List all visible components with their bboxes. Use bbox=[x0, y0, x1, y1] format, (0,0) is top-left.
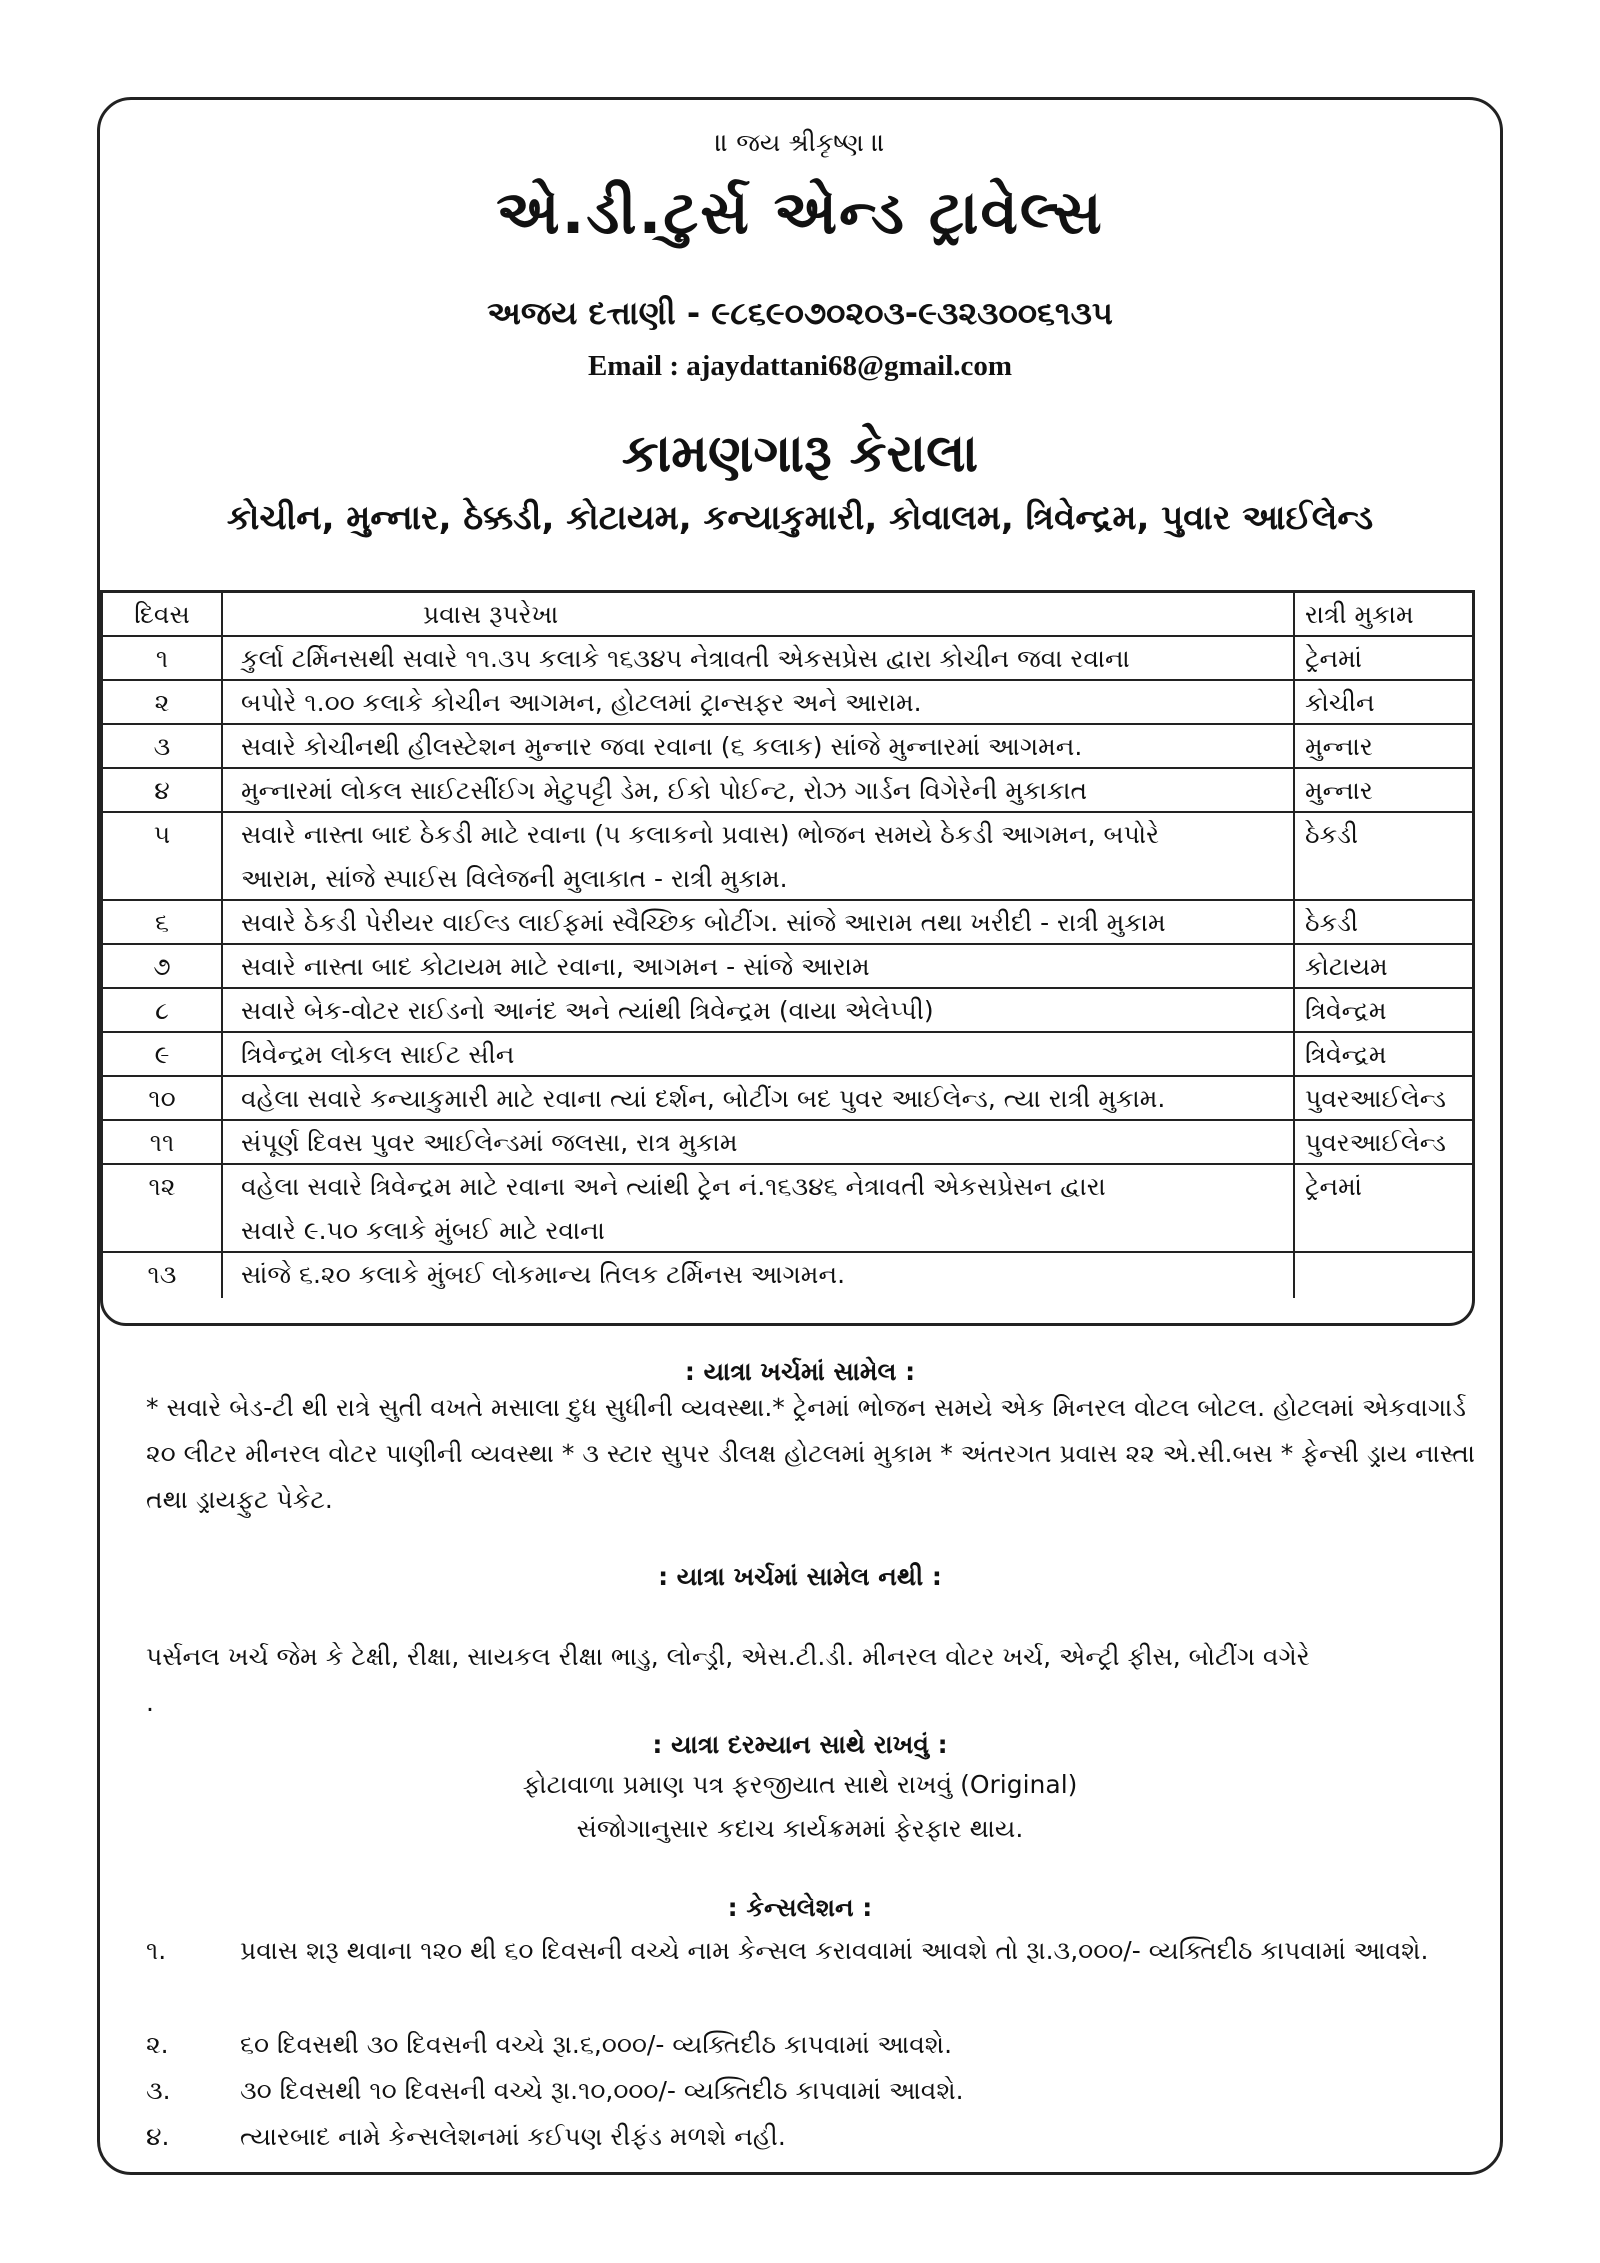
day-number: ૬ bbox=[103, 901, 223, 943]
day-number: ૯ bbox=[103, 1033, 223, 1075]
table-row bbox=[103, 989, 1472, 1033]
day-number: ૧૩ bbox=[103, 1253, 223, 1298]
night-stay: ઠેકડી bbox=[1305, 908, 1359, 937]
day-number: ૮ bbox=[103, 989, 223, 1031]
day-plan-line: સવારે ૯.૫૦ કલાકે મુંબઈ માટે રવાના bbox=[241, 1216, 605, 1245]
table-row bbox=[103, 813, 1472, 901]
excluded-heading: : યાત્રા ખર્ચમાં સામેલ નથી : bbox=[658, 1562, 942, 1591]
header-plan: પ્રવાસ રૂપરેખા bbox=[223, 593, 1295, 635]
tour-places: કોચીન, મુન્નાર, ઠેક્કડી, કોટાયમ, કન્યાકુમારી, કોવાલમ, ત્રિવેન્દ્રમ, પુવાર આઈલેન્ડ bbox=[226, 498, 1374, 538]
day-number: ૧૦ bbox=[103, 1077, 223, 1119]
table-row bbox=[103, 1121, 1472, 1165]
day-number: ૧ bbox=[103, 637, 223, 679]
day-plan bbox=[223, 725, 1295, 767]
day-plan bbox=[223, 1121, 1295, 1163]
day-plan bbox=[223, 1253, 1295, 1298]
table-row bbox=[103, 1165, 1472, 1253]
night-stay: પુવરઆઈલેન્ડ bbox=[1305, 1084, 1446, 1113]
day-number: ૧૨ bbox=[103, 1165, 223, 1251]
day-plan bbox=[223, 1165, 1295, 1251]
night-stay: ત્રિવેન્દ્રમ bbox=[1305, 1040, 1387, 1069]
day-plan-line: સંપૂર્ણ દિવસ પુવર આઈલેન્ડમાં જલસા, રાત્ર મુકામ bbox=[241, 1128, 738, 1157]
table-row bbox=[103, 769, 1472, 813]
night-stay: કોચીન bbox=[1305, 688, 1375, 717]
night-stay: ત્રિવેન્દ્રમ bbox=[1305, 996, 1387, 1025]
table-header-row bbox=[103, 593, 1472, 637]
cancellation-text: ત્યારબાદ નામે કેન્સલેશનમાં કઈપણ રીફંડ મળશે નહી. bbox=[240, 2122, 786, 2151]
day-plan-line: સવારે ઠેકડી પેરીયર વાઈલ્ડ લાઈફમાં સ્વૈચ્છિક બોટીંગ. સાંજે આરામ તથા ખરીદી - રાત્રી મુકામ bbox=[241, 908, 1166, 937]
day-number: ૨ bbox=[103, 681, 223, 723]
day-plan bbox=[223, 681, 1295, 723]
cancellation-text: ૬૦ દિવસથી ૩૦ દિવસની વચ્ચે રૂા.૬,૦૦૦/- વ્યક્તિદીઠ કાપવામાં આવશે. bbox=[240, 2030, 953, 2059]
table-row bbox=[103, 1077, 1472, 1121]
blessing-text: ॥ જય શ્રીકૃષ્ણ ॥ bbox=[715, 128, 885, 157]
day-plan-line: સવારે કોચીનથી હીલસ્ટેશન મુન્નાર જવા રવાના (૬ કલાક) સાંજે મુન્નારમાં આગમન. bbox=[241, 732, 1083, 761]
day-number: ૩ bbox=[103, 725, 223, 767]
excluded-trailing: . bbox=[146, 1688, 154, 1717]
day-plan bbox=[223, 637, 1295, 679]
cancellation-text: પ્રવાસ શરૂ થવાના ૧૨૦ થી ૬૦ દિવસની વચ્ચે નામ કેન્સલ કરાવવામાં આવશે તો રૂા.૩,૦૦૦/- વ્યક્તિદીઠ કાપવામાં આવશે. bbox=[240, 1936, 1429, 1965]
cancellation-number: ૨. bbox=[146, 2030, 169, 2059]
contact-phone: અજય દત્તાણી - ૯૮૬૯૦૭૦૨૦૩-૯૩૨૩૦૦૬૧૩૫ bbox=[487, 294, 1113, 332]
cancellation-text: ૩૦ દિવસથી ૧૦ દિવસની વચ્ચે રૂા.૧૦,૦૦૦/- વ્યક્તિદીઠ કાપવામાં આવશે. bbox=[240, 2076, 964, 2105]
tour-title: કામણગારૂ કેરાલા bbox=[621, 424, 979, 484]
table-row bbox=[103, 945, 1472, 989]
day-plan-line: બપોરે ૧.૦૦ કલાકે કોચીન આગમન, હોટલમાં ટ્રાન્સફર અને આરામ. bbox=[241, 688, 922, 717]
day-plan-line: આરામ, સાંજે સ્પાઈસ વિલેજની મુલાકાત - રાત્રી મુકામ. bbox=[241, 864, 788, 893]
day-plan-line: સવારે નાસ્તા બાદ કોટાયમ માટે રવાના, આગમન - સાંજે આરામ bbox=[241, 952, 870, 981]
day-plan bbox=[223, 769, 1295, 811]
excluded-text: પર્સનલ ખર્ચ જેમ કે ટેક્ષી, રીક્ષા, સાયકલ રીક્ષા ભાડુ, લોન્ડ્રી, એસ.ટી.ડી. મીનરલ વોટર ખર્ચ, એન્ટ્રી ફીસ, બોટીંગ વગેરે bbox=[146, 1642, 1310, 1671]
day-number: ૫ bbox=[103, 813, 223, 899]
table-row bbox=[103, 1253, 1472, 1298]
table-row bbox=[103, 901, 1472, 945]
night-stay: કોટાયમ bbox=[1305, 952, 1388, 981]
day-plan bbox=[223, 989, 1295, 1031]
night-stay: ટ્રેનમાં bbox=[1305, 644, 1362, 673]
day-plan bbox=[223, 945, 1295, 987]
table-row bbox=[103, 1033, 1472, 1077]
table-row bbox=[103, 681, 1472, 725]
company-name: એ.ડી.ટુર્સ એન્ડ ટ્રાવેલ્સ bbox=[496, 178, 1104, 248]
night-stay: ઠેકડી bbox=[1305, 820, 1359, 849]
day-plan-line: સવારે બેક-વોટર રાઈડનો આનંદ અને ત્યાંથી ત્રિવેન્દ્રમ (વાયા એલેપ્પી) bbox=[241, 996, 934, 1025]
day-plan-line: મુન્નારમાં લોકલ સાઈટસીંઈગ મેટુપટ્ટી ડેમ, ઈકો પોઈન્ટ, રોઝ ગાર્ડન વિગેરેની મુકાકાત bbox=[241, 776, 1088, 805]
night-stay: પુવરઆઈલેન્ડ bbox=[1305, 1128, 1446, 1157]
itinerary-table bbox=[100, 590, 1475, 1326]
day-plan-line: સવારે નાસ્તા બાદ ઠેકડી માટે રવાના (૫ કલાકનો પ્રવાસ) ભોજન સમયે ઠેકડી આગમન, બપોરે bbox=[241, 820, 1159, 849]
cancellation-heading: : કેન્સલેશન : bbox=[727, 1893, 873, 1922]
included-text: * સવારે બેડ-ટી થી રાત્રે સુતી વખતે મસાલા દુધ સુધીની વ્યવસ્થા.* ટ્રેનમાં ભોજન સમયે એક મિનરલ વોટલ બોટલ. હોટલમાં એકવાગાર્ડ ૨૦ લીટર મીનરલ વોટર પાણીની વ્યવસ્થા * ૩ સ્ટાર સુપર ડીલક્ષ હોટલમાં મુકામ * અંતરગત પ્રવાસ ૨૨ એ.સી.બસ * ફેન્સી ડ્રાય નાસ્તા તથા ડ્રાયફુટ પેકેટ. bbox=[146, 1393, 1476, 1514]
night-stay bbox=[1295, 1253, 1472, 1298]
day-plan-line: સાંજે ૬.૨૦ કલાકે મુંબઈ લોકમાન્ય તિલક ટર્મિનસ આગમન. bbox=[241, 1260, 846, 1289]
carry-line-1: ફોટાવાળા પ્રમાણ પત્ર ફરજીયાત સાથે રાખવું (Original) bbox=[522, 1770, 1078, 1799]
night-stay: મુન્નાર bbox=[1305, 776, 1373, 805]
cancellation-number: ૧. bbox=[146, 1936, 167, 1965]
cancellation-number: ૪. bbox=[146, 2122, 170, 2151]
day-plan-line: વહેલા સવારે કન્યાકુમારી માટે રવાના ત્યાં દર્શન, બોટીંગ બદ પુવર આઈલેન્ડ, ત્યા રાત્રી મુકામ. bbox=[241, 1084, 1166, 1113]
table-row bbox=[103, 725, 1472, 769]
day-plan-line: કુર્લા ટર્મિનસથી સવારે ૧૧.૩૫ કલાકે ૧૬૩૪૫ નેત્રાવતી એકસપ્રેસ દ્વારા કોચીન જવા રવાના bbox=[241, 644, 1130, 673]
table-row bbox=[103, 637, 1472, 681]
night-stay: મુન્નાર bbox=[1305, 732, 1373, 761]
header-stay: રાત્રી મુકામ bbox=[1305, 600, 1414, 629]
carry-heading: : યાત્રા દરમ્યાન સાથે રાખવું : bbox=[652, 1730, 948, 1759]
day-plan bbox=[223, 901, 1295, 943]
day-number: ૭ bbox=[103, 945, 223, 987]
day-number: ૪ bbox=[103, 769, 223, 811]
day-plan bbox=[223, 1077, 1295, 1119]
day-plan-line: વહેલા સવારે ત્રિવેન્દ્રમ માટે રવાના અને ત્યાંથી ટ્રેન નં.૧૬૩૪૬ નેત્રાવતી એકસપ્રેસન દ્વારા bbox=[241, 1172, 1106, 1201]
included-heading: : યાત્રા ખર્ચમાં સામેલ : bbox=[684, 1357, 916, 1386]
contact-email: Email : ajaydattani68@gmail.com bbox=[587, 350, 1013, 382]
day-number: ૧૧ bbox=[103, 1121, 223, 1163]
day-plan-line: ત્રિવેન્દ્રમ લોકલ સાઈટ સીન bbox=[241, 1040, 515, 1069]
day-plan bbox=[223, 813, 1295, 899]
cancellation-number: ૩. bbox=[146, 2076, 171, 2105]
header-day: દિવસ bbox=[103, 593, 223, 635]
day-plan bbox=[223, 1033, 1295, 1075]
night-stay: ટ્રેનમાં bbox=[1305, 1172, 1362, 1201]
carry-line-2: સંજોગાનુસાર કદાચ કાર્યક્રમમાં ફેરફાર થાય. bbox=[576, 1814, 1024, 1843]
